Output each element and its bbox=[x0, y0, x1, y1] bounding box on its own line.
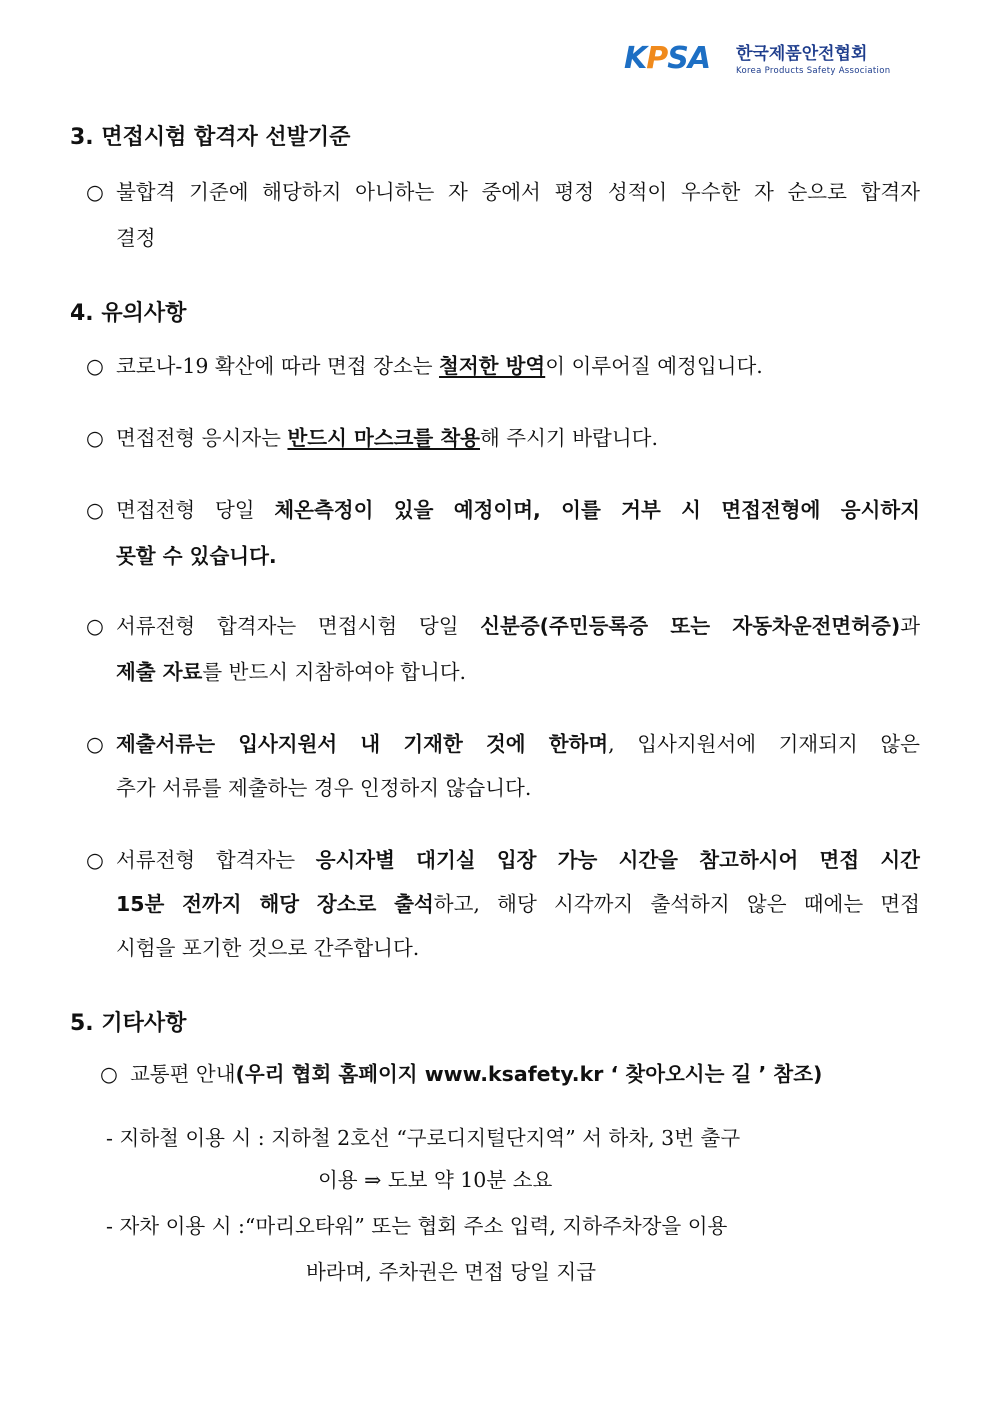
s4-bullet-3-line-1: 면접전형 당일 체온측정이 있을 예정이며, 이를 거부 시 면접전형에 응시하지 bbox=[116, 498, 920, 522]
bullet-icon: ○ bbox=[86, 180, 104, 204]
s4-bullet-4-line-2: 제출 자료를 반드시 지참하여야 합니다. bbox=[116, 660, 467, 684]
bullet-icon: ○ bbox=[86, 614, 104, 638]
bullet-icon: ○ bbox=[86, 848, 104, 872]
s5-car-line-2: 바라며, 주차권은 면접 당일 지급 bbox=[306, 1260, 597, 1284]
s5-car-line-1: - 자차 이용 시 :“마리오타워” 또는 협회 주소 입력, 지하주차장을 이용 bbox=[106, 1214, 728, 1238]
s5-subway-line-2: 이용 ⇒ 도보 약 10분 소요 bbox=[318, 1168, 553, 1192]
s4-bullet-5-line-2: 추가 서류를 제출하는 경우 인정하지 않습니다. bbox=[116, 776, 532, 800]
s4-bullet-3-line-2: 못할 수 있습니다. bbox=[116, 544, 277, 568]
s4-bullet-2: 면접전형 응시자는 반드시 마스크를 착용해 주시기 바랍니다. bbox=[116, 426, 658, 450]
s5-bullet-1: 교통편 안내(우리 협회 홈페이지 www.ksafety.kr ‘ 찾아오시는 길 ’ 참조) bbox=[130, 1062, 823, 1086]
bullet-icon: ○ bbox=[86, 498, 104, 522]
kpsa-logo bbox=[624, 41, 891, 82]
s4-bullet-6-line-2: 15분 전까지 해당 장소로 출석하고, 해당 시각까지 출석하지 않은 때에는 면접 bbox=[116, 892, 920, 916]
s4-bullet-5-line-1: 제출서류는 입사지원서 내 기재한 것에 한하며, 입사지원서에 기재되지 않은 bbox=[116, 732, 920, 756]
section-3-heading: 3. 면접시험 합격자 선발기준 bbox=[70, 125, 351, 150]
s4-bullet-1: 코로나-19 확산에 따라 면접 장소는 철저한 방역이 이루어질 예정입니다. bbox=[116, 354, 763, 378]
bullet-icon: ○ bbox=[86, 732, 104, 756]
section-4-heading: 4. 유의사항 bbox=[70, 301, 187, 326]
section-5-heading: 5. 기타사항 bbox=[70, 1011, 187, 1036]
s4-bullet-6-line-1: 서류전형 합격자는 응시자별 대기실 입장 가능 시간을 참고하시어 면접 시간 bbox=[116, 848, 920, 872]
bullet-icon: ○ bbox=[86, 354, 104, 378]
logo-name-ko: 한국제품안전협회 bbox=[736, 44, 868, 64]
s3-bullet-1-line-2: 결정 bbox=[116, 226, 156, 250]
s5-subway-line-1: - 지하철 이용 시 : 지하철 2호선 “구로디지털단지역” 서 하차, 3번 출구 bbox=[106, 1126, 741, 1150]
s4-bullet-6-line-3: 시험을 포기한 것으로 간주합니다. bbox=[116, 936, 420, 960]
bullet-icon: ○ bbox=[100, 1062, 118, 1086]
s4-bullet-4-line-1: 서류전형 합격자는 면접시험 당일 신분증(주민등록증 또는 자동차운전면허증)과 bbox=[116, 614, 920, 638]
s3-bullet-1-line-1: 불합격 기준에 해당하지 아니하는 자 중에서 평정 성적이 우수한 자 순으로 합격자 bbox=[116, 180, 920, 204]
logo-name-en: Korea Products Safety Association bbox=[736, 66, 891, 76]
logo-mark: KPSA bbox=[624, 41, 711, 76]
bullet-icon: ○ bbox=[86, 426, 104, 450]
